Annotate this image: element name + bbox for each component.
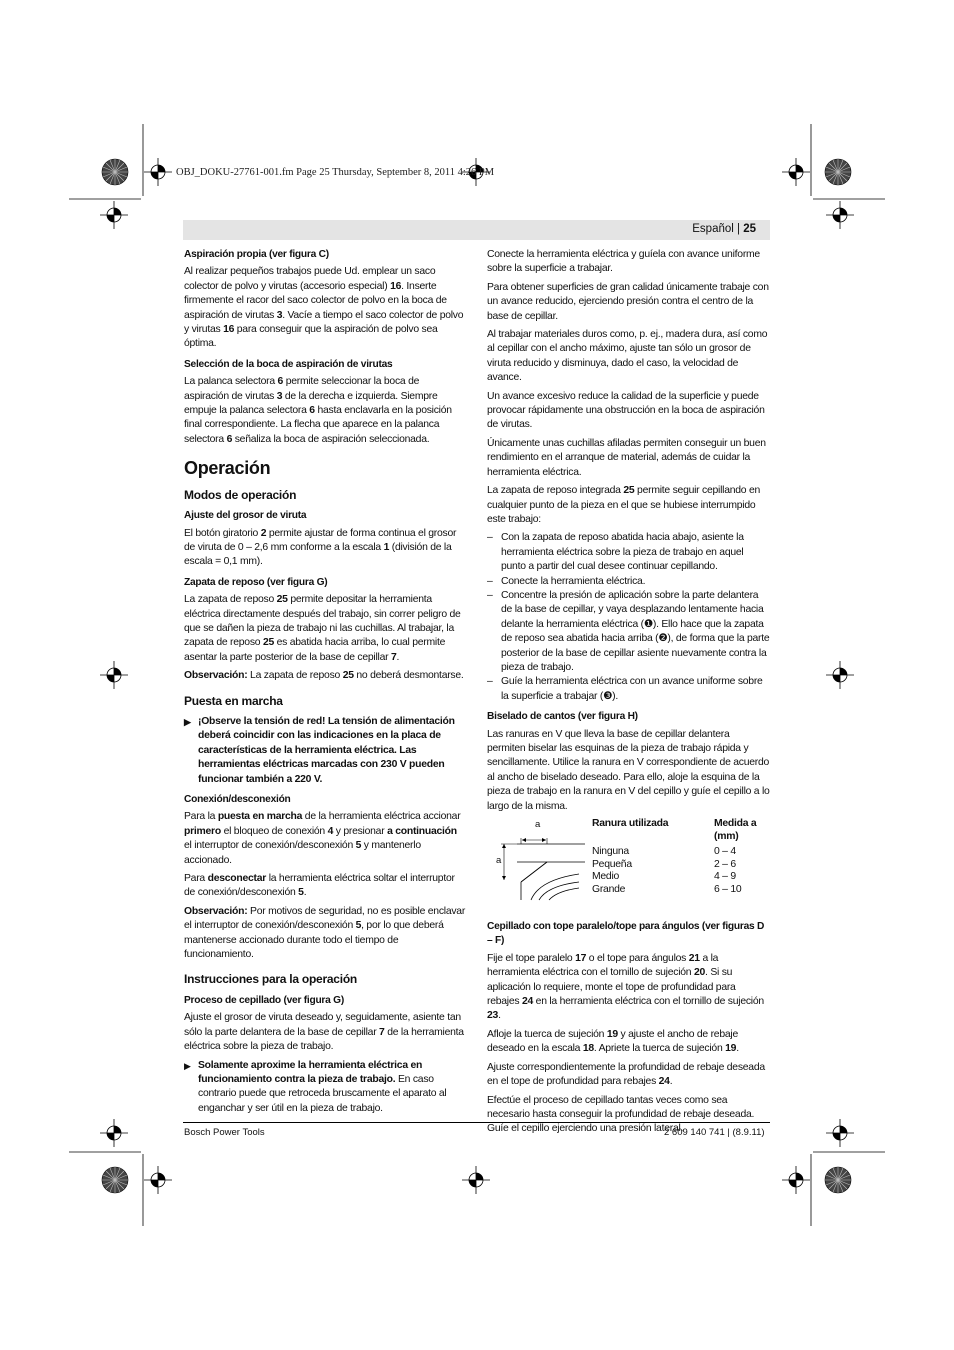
header-text: Español | 25 bbox=[692, 223, 756, 235]
biselado-title: Biselado de cantos (ver figura H) bbox=[487, 711, 638, 723]
paragraph-1: Conecte la herramienta eléctrica y guíela con avance uniforme sobre la superficie a trabajar. bbox=[487, 249, 760, 275]
proceso-text: Ajuste el grosor de viruta deseado y, seguidamente, asiente tan sólo la parte delantera de la base de cepillar 7 de la herramienta eléctrica sobre la pieza de trabajo. bbox=[184, 1012, 464, 1053]
ajuste-text: El botón giratorio 2 permite ajustar de forma continua el grosor de viruta de 0 – 2,6 mm conforme a la escala 1 (división de la escala = 0,1 mm). bbox=[184, 527, 457, 568]
table-cell: Grande bbox=[592, 884, 626, 895]
seleccion-title: Selección de la boca de aspiración de virutas bbox=[184, 358, 393, 370]
paragraph-6: La zapata de reposo integrada 25 permite seguir cepillando en cualquier punto de la pieza en el que se hubiese interrumpido este trabajo: bbox=[487, 485, 761, 525]
print-header: OBJ_DOKU-27761-001.fm Page 25 Thursday, September 8, 2011 4:26 PM bbox=[176, 167, 495, 178]
cepillado-title: Cepillado con tope paralelo/tope para ángulos (ver figuras D – F) bbox=[487, 921, 765, 947]
table-cell: Ninguna bbox=[592, 846, 629, 858]
table-header-row bbox=[592, 818, 772, 846]
dash-item-2: – Conecte la herramienta eléctrica. bbox=[487, 575, 646, 587]
seleccion-text: La palanca selectora 6 permite seleccionar la boca de aspiración de virutas 3 de la derecha e izquierda. Siempre empuje la palanca selectora 6 hasta enclavarla en la posición final correspondiente. La flecha que aparece en la palanca selectora 6 señaliza la boca de aspiración seleccionada. bbox=[184, 376, 452, 445]
zapata-title: Zapata de reposo (ver figura G) bbox=[184, 576, 328, 588]
table-cell: 6 – 10 bbox=[714, 884, 742, 895]
dash-item-1: – Con la zapata de reposo abatida hacia abajo, asiente la herramienta eléctrica sobre la pieza de trabajo en aquel punto a partir del cual desee continuar cepillando. bbox=[487, 532, 744, 573]
diagram-label-top: a bbox=[535, 819, 541, 831]
conexion-text: Para la puesta en marcha de la herramienta eléctrica accionar primero el bloqueo de conexión 4 y presionar a continuación el interruptor de conexión/desconexión 5 y mantenerlo accionado. bbox=[184, 811, 461, 866]
footer-doc-number: 2 609 140 741 | (8.9.11) bbox=[664, 1127, 765, 1138]
aspiracion-text: Al realizar pequeños trabajos puede Ud. emplear un saco colector de polvo y virutas (accesorio especial) 16. Inserte firmemente el racor del saco colector de polvo en la boca de aspiración de virutas 3. Vacíe a tiempo el saco colector de polvo y virutas 16 para conseguir que la aspiración de polvo sea óptima. bbox=[184, 266, 464, 350]
afloje-text: Afloje la tuerca de sujeción 19 y ajuste el ancho de rebaje deseado en la escala 18. Apriete la tuerca de sujeción 19. bbox=[487, 1028, 739, 1055]
observacion-2: Observación: Por motivos de seguridad, no es posible enclavar el interruptor de conexión/desconexión 5, por lo que deberá mantenerse accionado durante todo el tiempo de funcionamiento. bbox=[184, 905, 466, 961]
dash-item-4: – Guíe la herramienta eléctrica con un avance uniforme sobre la superficie a trabajar (❸). bbox=[487, 676, 763, 702]
operacion-heading: Operación bbox=[184, 458, 271, 479]
aspiracion-title: Aspiración propia (ver figura C) bbox=[184, 249, 329, 260]
puesta-heading: Puesta en marcha bbox=[184, 693, 283, 708]
biselado-text: Las ranuras en V que lleva la base de cepillar delantera permiten biselar las esquinas de la pieza de trabajo rápida y sencillamente. Utilice la ranura en V correspondiente de acuerdo al ancho de biselado deseado. Para ello, aloje la esquina de la pieza de trabajo en la ranura en V del cepillo y guíe el cepillo a lo largo de la misma. bbox=[487, 728, 770, 812]
page-number: 25 bbox=[743, 223, 756, 235]
bevel-table bbox=[592, 818, 772, 897]
table-row bbox=[592, 884, 772, 897]
table-cell: Pequeña bbox=[592, 858, 632, 870]
table-cell: Medio bbox=[592, 871, 620, 883]
ajuste-title: Ajuste del grosor de viruta bbox=[184, 510, 307, 522]
cepillado-text: Fije el tope paralelo 17 o el tope para ángulos 21 a la herramienta eléctrica con el tornillo de sujeción 20. Si su aplicación lo requiere, monte el tope de profundidad para rebajes 24 en la herramienta eléctrica con el tornillo de sujeción 23. bbox=[487, 952, 764, 1022]
table-cell: 0 – 4 bbox=[714, 846, 736, 858]
left-column bbox=[184, 248, 466, 1120]
table-row bbox=[592, 846, 772, 859]
footer-brand: Bosch Power Tools bbox=[184, 1127, 265, 1138]
table-row bbox=[592, 859, 772, 872]
right-column bbox=[487, 248, 770, 1141]
ajuste-profundidad-text: Ajuste correspondientemente la profundidad de rebaje deseada en el tope de profundidad para rebajes 24. bbox=[487, 1061, 765, 1088]
table-header-medida: Medida a (mm) bbox=[714, 818, 757, 842]
table-row bbox=[592, 871, 772, 884]
paragraph-2: Para obtener superficies de gran calidad únicamente trabaje con un avance reducido, ejerciendo presión contra el centro de la base de cepillar. bbox=[487, 281, 769, 322]
proceso-warning: ▶ Solamente aproxime la herramienta eléctrica en funcionamiento contra la pieza de trabajo. En caso contrario puede que retroceda bruscamente el aparato al enganchar y ser útil en la pieza de trabajo. bbox=[184, 1059, 447, 1114]
paragraph-3: Al trabajar materiales duros como, p. ej., madera dura, así como al cepillar con el ancho máximo, ajuste tan sólo un grosor de viruta reducido y disminuya, dado el caso, la velocidad de avance. bbox=[487, 329, 768, 384]
conexion-title: Conexión/desconexión bbox=[184, 794, 291, 805]
triangle-bullet-icon: ▶ bbox=[184, 1060, 191, 1071]
footer-divider bbox=[183, 1122, 770, 1123]
modos-heading: Modos de operación bbox=[184, 487, 297, 502]
observacion-1: Observación: La zapata de reposo 25 no deberá desmontarse. bbox=[184, 670, 464, 682]
table-cell: 2 – 6 bbox=[714, 858, 736, 870]
bevel-figure bbox=[487, 818, 770, 910]
bevel-diagram bbox=[487, 824, 587, 904]
triangle-bullet-icon: ▶ bbox=[184, 716, 191, 727]
efectue-text: Efectúe el proceso de cepillado tantas veces como sea necesario hasta conseguir la profundidad de rebaje deseada. Guíe el cepillo ejerciendo una presión lateral. bbox=[487, 1094, 755, 1135]
table-cell: 4 – 9 bbox=[714, 871, 736, 883]
paragraph-5: Únicamente unas cuchillas afiladas permiten conseguir un buen rendimiento en el arranque de material, además de cuidar la herramienta eléctrica. bbox=[487, 437, 766, 478]
paragraph-4: Un avance excesivo reduce la calidad de la superficie y puede provocar rápidamente una obstrucción en la boca de aspiración de virutas. bbox=[487, 390, 765, 431]
diagram-label-side: a bbox=[496, 855, 502, 867]
header-language: Español bbox=[692, 223, 734, 235]
proceso-title: Proceso de cepillado (ver figura G) bbox=[184, 994, 344, 1006]
instrucciones-heading: Instrucciones para la operación bbox=[184, 972, 357, 987]
desconectar-text: Para desconectar la herramienta eléctrica soltar el interruptor de conexión/desconexión 5. bbox=[184, 873, 455, 899]
tension-warning: ▶ ¡Observe la tensión de red! La tensión de alimentación deberá coincidir con las indicaciones en la placa de características de la herramienta eléctrica. Las herramientas eléctricas marcadas con 230 V pueden funcionar también a 220 V. bbox=[184, 715, 455, 785]
table-header-ranura: Ranura utilizada bbox=[592, 818, 669, 830]
zapata-text: La zapata de reposo 25 permite depositar la herramienta eléctrica directamente después del trabajo, sin correr peligro de que se dañen la pieza de trabajo ni las cuchillas. Al trabajar, la zapata de reposo 25 es abatida hacia arriba, lo cual permite asentar la parte posterior de la base de cepillar 7. bbox=[184, 594, 461, 663]
dash-item-3: – Concentre la presión de aplicación sobre la parte delantera de la base de cepillar, y vaya desplazando lentamente hacia delante la herramienta eléctrica (❶). Ello hace que la zapata de reposo sea abatida hacia arriba (❷), de forma que la parte posterior de la base de cepillar asiente nuevamente contra la pieza de trabajo. bbox=[487, 589, 770, 673]
page-header bbox=[183, 220, 770, 240]
